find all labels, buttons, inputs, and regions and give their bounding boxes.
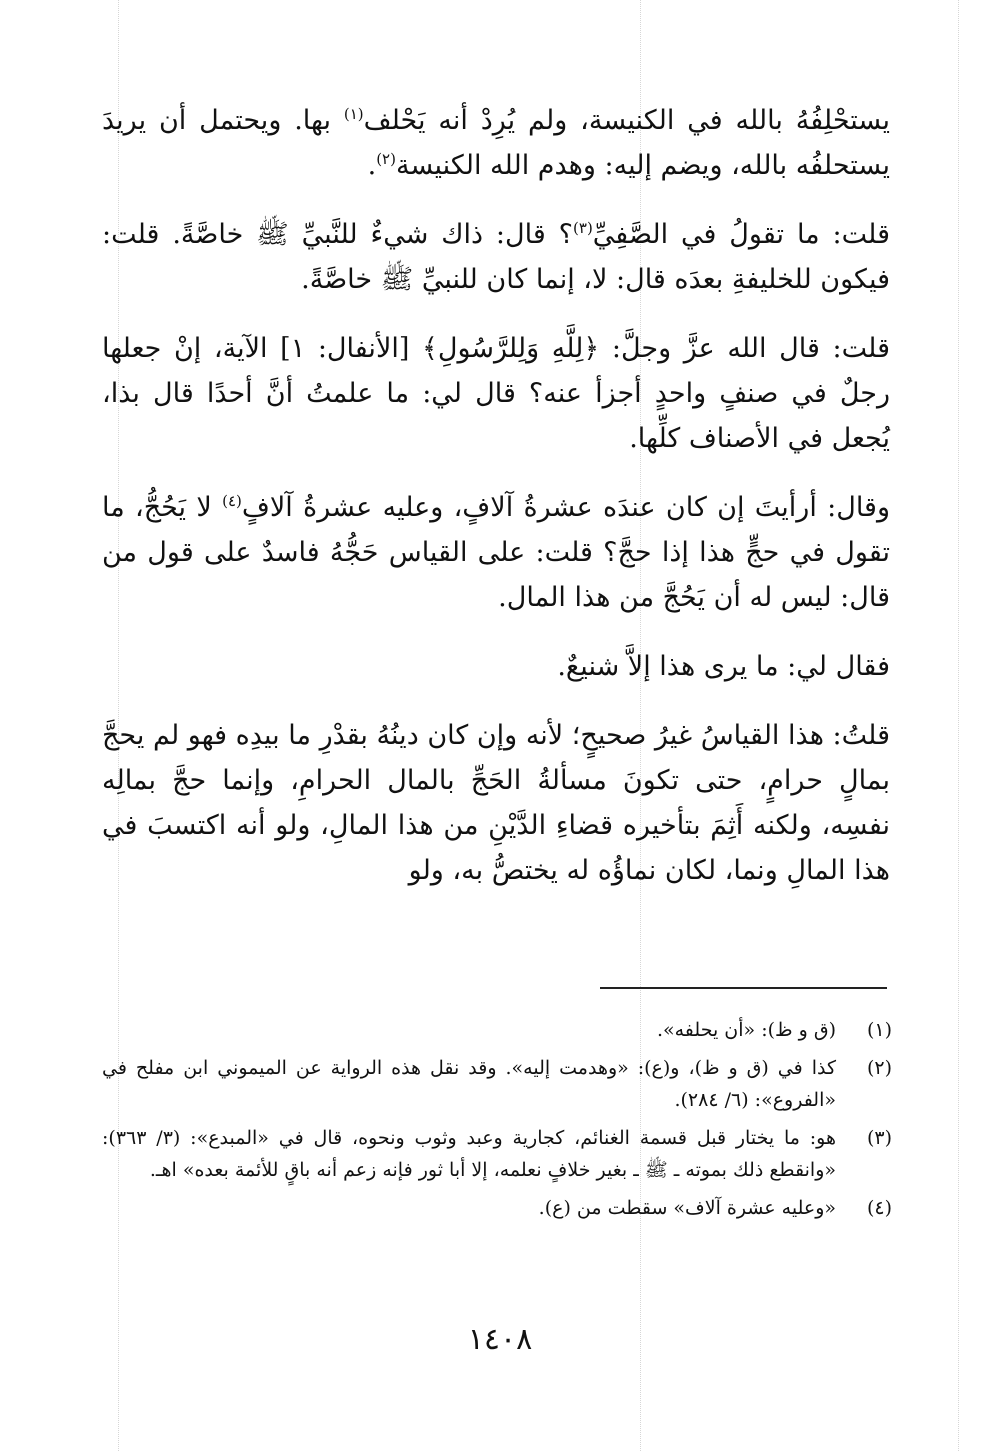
text-segment: فقال لي: ما يرى هذا إلاَّ شنيعٌ. [557,651,890,682]
page-number: ١٤٠٨ [467,1322,533,1357]
paragraph [102,485,890,620]
main-text [102,98,890,893]
footnote-number: (٣) [866,1127,892,1149]
footnote-number: (٤) [866,1197,892,1219]
text-segment: قلت: ما تقولُ في الصَّفِيِّ [592,219,890,250]
text-segment: يستحْلِفُهُ بالله في الكنيسة، ولم يُرِدْ أنه يَحْلف [363,105,890,136]
footnote-text: هو: ما يختار قبل قسمة الغنائم، كجارية وعبد وثوب ونحوه، قال في «المبدع»: (٣/ ٣٦٣): «وانقطع ذلك بموته ـ ﷺ ـ بغير خلافٍ نعلمه، إلا أبا ثور فإنه زعم أنه باقٍ للأئمة بعده» اهـ. [102,1127,836,1181]
footnote [102,1192,892,1224]
text-segment: . [367,150,377,181]
footnote-ref: (٢) [376,150,396,168]
text-segment: بها. ويحتمل أن يريدَ يستحلفُه بالله، ويضم إليه: وهدم الله الكنيسة [102,105,890,181]
footnote [102,1122,892,1186]
paragraph [102,212,890,302]
text-segment: لا يَحُجُّ، ما تقول في حجٍّ هذا إذا حجَّ؟ قلت: على القياس حَجُّهُ فاسدٌ على قول من قال: ليس له أن يَحُجَّ من هذا المال. [102,492,890,613]
paragraph [102,326,890,461]
paragraph [102,644,890,689]
footnote-ref: (٤) [222,492,242,510]
footnote-text: «وعليه عشرة آلاف» سقطت من (ع). [538,1197,836,1219]
footnote-number: (١) [866,1019,892,1041]
text-segment: وقال: أرأيتَ إن كان عندَه عشرةُ آلافٍ، وعليه عشرةُ آلافٍ [241,492,890,523]
footnote-text: (ق و ظ): «أن يحلفه». [656,1019,836,1041]
text-segment: قلت: قال الله عزَّ وجلَّ: ﴿لِلَّهِ وَلِلرَّسُولِ﴾ [الأنفال: ١] الآية، إنْ جعلها رجلٌ في صنفٍ واحدٍ أجزأ عنه؟ قال لي: ما علمتُ أنَّ أحدًا قال بذا، يُجعل في الأصناف كلِّها. [102,333,890,454]
footnote-number: (٢) [866,1057,892,1079]
paragraph [102,713,890,893]
footnote [102,1052,892,1116]
scan-margin-line [958,0,959,1451]
footnote [102,1014,892,1046]
text-segment: قلتُ: هذا القياسُ غيرُ صحيحٍ؛ لأنه وإن كان دينُهُ بقدْرِ ما بيدِه فهو لم يحجَّ بمالٍ حرامٍ، حتى تكونَ مسألةُ الحَجِّ بالمال الحرامِ، وإنما حجَّ بمالِه نفسِه، ولكنه أَثِمَ بتأخيره قضاءِ الدَّيْنِ من هذا المالِ، ولو أنه اكتسبَ في هذا المالِ ونما، لكان نماؤُه له يختصُّ به، ولو [102,720,890,886]
footnote-ref: (١) [343,105,364,123]
paragraph [102,98,890,188]
footnote-text: كذا في (ق و ظ)، و(ع): «وهدمت إليه». وقد نقل هذه الرواية عن الميموني ابن مفلح في «الفروع»: (٦/ ٢٨٤). [102,1057,836,1111]
text-segment: ؟ قال: ذاك شيءٌ للنَّبيِّ ﷺ خاصَّةً. قلت: فيكون للخليفةِ بعدَه قال: لا، إنما كان للنبيِّ ﷺ خاصَّةً. [102,219,890,295]
footnote-separator [600,987,887,989]
footnotes [102,1014,892,1230]
footnote-ref: (٣) [573,219,593,237]
